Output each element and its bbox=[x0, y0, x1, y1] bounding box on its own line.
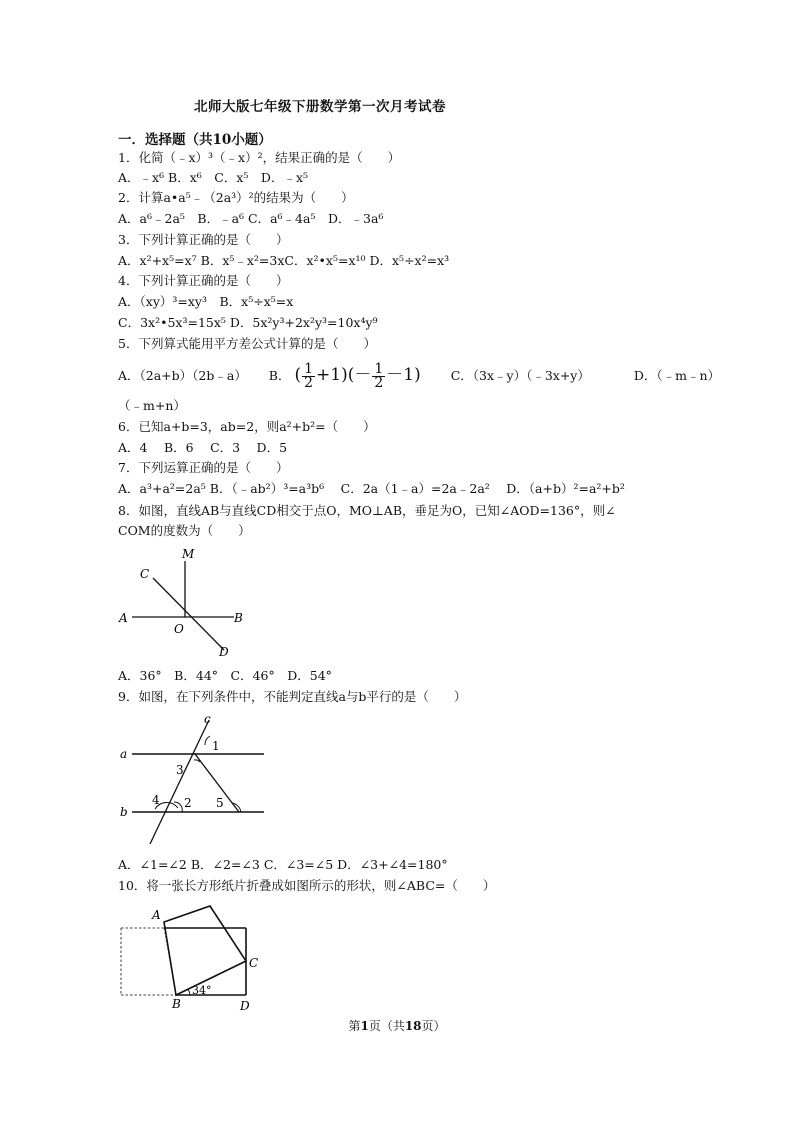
q10-figure bbox=[112, 898, 282, 1016]
footer-total-pages: 18 bbox=[404, 1019, 422, 1033]
q9-line-c bbox=[150, 720, 209, 844]
q10-folded-flap bbox=[164, 906, 246, 995]
q10-stem: 10．将一张长方形纸片折叠成如图所示的形状，则∠ABC=（ ） bbox=[118, 878, 496, 893]
q5-option-c: C．（3x﹣y）（﹣3x+y） bbox=[450, 368, 590, 383]
q9-label-4: 4 bbox=[152, 793, 160, 807]
page-footer bbox=[0, 1017, 794, 1034]
q1-options: A．﹣x⁶ B．x⁶ C．x⁵ D．﹣x⁵ bbox=[118, 170, 309, 185]
q6-stem: 6．已知a+b=3，ab=2，则a²+b²=（ ） bbox=[118, 419, 376, 434]
footer-middle: 页（共 bbox=[368, 1019, 405, 1033]
q10-angle-arc bbox=[188, 989, 190, 995]
q8-label-o: O bbox=[174, 622, 184, 636]
q9-arc-1 bbox=[205, 736, 210, 745]
section-heading: 一．选择题（共10小题） bbox=[118, 132, 272, 148]
page-title: 北师大版七年级下册数学第一次月考试卷 bbox=[194, 99, 446, 115]
q6-options: A．4 B．6 C．3 D．5 bbox=[118, 440, 288, 455]
q10-label-a: A bbox=[152, 908, 161, 922]
q5-options bbox=[118, 362, 720, 390]
q8-line-cd bbox=[153, 578, 224, 650]
footer-suffix: 页） bbox=[421, 1019, 446, 1033]
q5-plus-one: +1)(－ bbox=[316, 365, 372, 385]
q5-fraction-2: $\frac{1}{2}$ bbox=[374, 361, 384, 391]
q9-label-2: 2 bbox=[184, 796, 192, 810]
q9-figure bbox=[112, 712, 272, 850]
q4-options-cd: C．3x²•5x³=15x⁵ D．5x²y³+2x²y³=10x⁴y⁹ bbox=[118, 315, 378, 330]
q5-stem: 5．下列算式能用平方差公式计算的是（ ） bbox=[118, 336, 376, 351]
q10-label-d: D bbox=[240, 999, 250, 1013]
q9-options: A．∠1=∠2 B．∠2=∠3 C．∠3=∠5 D．∠3+∠4=180° bbox=[118, 857, 448, 872]
q10-label-angle: 34° bbox=[192, 984, 212, 997]
footer-page-number: 1 bbox=[360, 1019, 369, 1033]
q1-stem: 1．化简（﹣x）³（﹣x）²，结果正确的是（ ） bbox=[118, 150, 401, 165]
q8-label-a: A bbox=[119, 611, 128, 625]
q9-label-5: 5 bbox=[216, 796, 224, 810]
q8-label-b: B bbox=[234, 611, 243, 625]
q9-label-b: b bbox=[120, 805, 128, 819]
q7-stem: 7．下列运算正确的是（ ） bbox=[118, 460, 289, 475]
q5-minus-one: －1) bbox=[386, 365, 421, 385]
q9-label-c: c bbox=[204, 712, 211, 726]
q3-stem: 3．下列计算正确的是（ ） bbox=[118, 232, 289, 247]
q9-label-a: a bbox=[120, 747, 128, 761]
q5-fraction-1: $\frac{1}{2}$ bbox=[304, 361, 314, 391]
q9-stem: 9．如图，在下列条件中，不能判定直线a与b平行的是（ ） bbox=[118, 689, 467, 704]
q9-label-3: 3 bbox=[176, 763, 184, 777]
q5-option-a: A．（2a+b）（2b﹣a） bbox=[118, 368, 247, 383]
q5-option-b-label: B． bbox=[268, 368, 291, 383]
footer-prefix: 第 bbox=[348, 1019, 361, 1033]
q10-label-c: C bbox=[249, 956, 259, 970]
q8-stem-line2: COM的度数为（ ） bbox=[118, 523, 251, 538]
q10-label-b: B bbox=[172, 997, 181, 1011]
q8-options: A．36° B．44° C．46° D．54° bbox=[118, 668, 332, 683]
q2-options: A．a⁶﹣2a⁵ B．﹣a⁶ C．a⁶﹣4a⁵ D．﹣3a⁶ bbox=[118, 211, 384, 226]
q3-options: A．x²+x⁵=x⁷ B．x⁵﹣x²=3xC．x²•x⁵=x¹⁰ D．x⁵÷x²=x³ bbox=[118, 253, 450, 268]
q8-label-d: D bbox=[219, 645, 229, 659]
q4-stem: 4．下列计算正确的是（ ） bbox=[118, 273, 289, 288]
q8-stem-line1: 8．如图，直线AB与直线CD相交于点O，MO⊥AB，垂足为O，已知∠AOD=136°，则∠ bbox=[118, 503, 616, 518]
q9-label-1: 1 bbox=[212, 739, 220, 753]
q4-options-ab: A．（xy）³=xy³ B．x⁵÷x⁵=x bbox=[118, 294, 294, 309]
q8-label-c: C bbox=[140, 567, 150, 581]
q5-option-d: D．（﹣m﹣n） bbox=[633, 368, 721, 383]
q8-label-m: M bbox=[182, 547, 195, 561]
q7-options: A．a³+a²=2a⁵ B．（﹣ab²）³=a³b⁶ C．2a（1﹣a）=2a﹣2a² D．（a+b）²=a²+b² bbox=[118, 481, 625, 496]
q8-figure bbox=[112, 545, 262, 660]
q5-option-d-cont: （﹣m+n） bbox=[118, 398, 186, 413]
q5-paren-open: ( bbox=[294, 365, 302, 385]
q2-stem: 2．计算a•a⁵﹣（2a³）²的结果为（ ） bbox=[118, 190, 354, 205]
q9-arc-2 bbox=[174, 802, 182, 812]
